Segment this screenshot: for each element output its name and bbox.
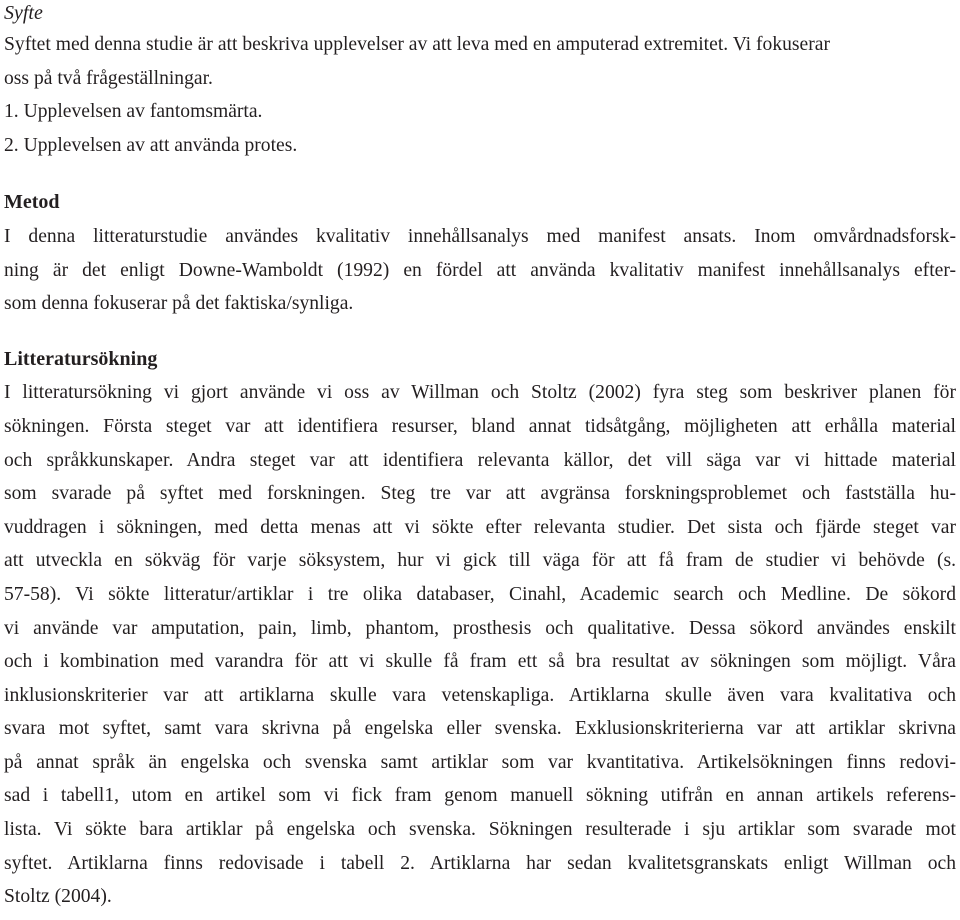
section-metod [4,186,956,320]
syfte-line-3: 1. Upplevelsen av fantomsmärta. [4,101,263,123]
lit-line-15: syftet. Artiklarna finns redovisade i tabell 2. Artiklarna har sedan kvalitetsgranskats enligt Willman och [4,852,956,874]
lit-line-3: och språkkunskaper. Andra steget var att identifiera relevanta källor, det vill säga var vi hittade material [4,449,956,471]
lit-line-14: lista. Vi sökte bara artiklar på engelska och svenska. Sökningen resulterade i sju artiklar som svarade mot [4,819,956,841]
lit-line-16: Stoltz (2004). [4,886,112,908]
lit-line-7: 57-58). Vi sökte litteratur/artiklar i tre olika databaser, Cinahl, Academic search och Medline. De sökord [4,583,956,605]
metod-heading: Metod [4,191,60,214]
syfte-line-1: Syftet med denna studie är att beskriva upplevelser av att leva med en amputerad extremitet. Vi fokuserar [4,34,830,55]
lit-line-1: I litteratursökning vi gjort använde vi oss av Willman och Stoltz (2002) fyra steg som beskriver planen för [4,382,956,404]
lit-line-11: svara mot syftet, samt vara skrivna på engelska eller svenska. Exklusionskriterierna var att artiklar skrivna [4,718,956,740]
metod-line-1: I denna litteraturstudie användes kvalitativ innehållsanalys med manifest ansats. Inom omvårdnadsforsk- [4,225,956,247]
syfte-line-2: oss på två frågeställningar. [4,67,213,89]
lit-line-12: på annat språk än engelska och svenska samt artiklar som var kvantitativa. Artikelsökningen finns redovi- [4,751,956,773]
litteratursokning-heading: Litteratursökning [4,347,158,370]
metod-line-3: som denna fokuserar på det faktiska/synliga. [4,293,354,315]
lit-line-6: att utveckla en sökväg för varje söksystem, hur vi gick till väga för att få fram de studier vi behövde (s. [4,550,956,572]
lit-line-13: sad i tabell1, utom en artikel som vi fick fram genom manuell sökning utifrån en annan artikels referens- [4,785,956,807]
lit-line-10: inklusionskriterier var att artiklarna skulle vara vetenskapliga. Artiklarna skulle även vara kvalitativa och [4,684,956,706]
lit-line-2: sökningen. Första steget var att identifiera resurser, bland annat tidsåtgång, möjligheten att erhålla material [4,415,956,437]
section-litteratursokning [4,343,956,914]
syfte-line-4: 2. Upplevelsen av att använda protes. [4,134,298,156]
section-gap [4,321,956,343]
lit-line-4: som svarade på syftet med forskningen. Steg tre var att avgränsa forskningsproblemet och fastställa hu- [4,483,956,505]
metod-line-2: ning är det enligt Downe-Wamboldt (1992) en fördel att använda kvalitativ manifest innehållsanalys efter- [4,259,956,281]
section-gap [4,162,956,186]
syfte-heading: Syfte [4,2,43,24]
lit-line-5: vuddragen i sökningen, med detta menas att vi sökte efter relevanta studier. Det sista och fjärde steget var [4,516,956,538]
document-page [4,0,956,914]
lit-line-9: och i kombination med varandra för att vi skulle få fram ett så bra resultat av sökningen som möjligt. Våra [4,651,956,673]
section-syfte [4,0,956,162]
lit-line-8: vi använde var amputation, pain, limb, phantom, prosthesis och qualitative. Dessa sökord användes enskilt [4,617,956,639]
